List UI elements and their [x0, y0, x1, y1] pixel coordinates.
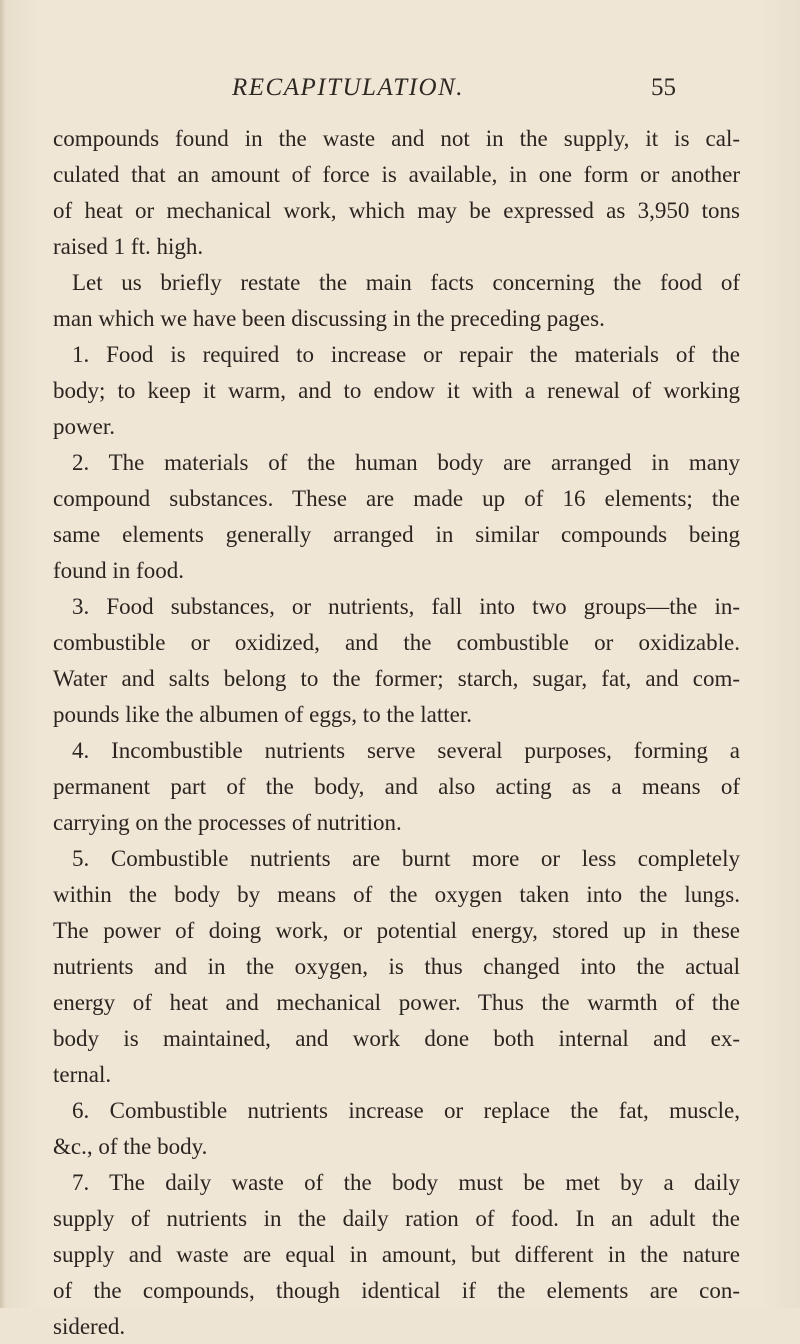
text-line: body is maintained, and work done both internal and ex-	[53, 1026, 740, 1051]
text-line: found in food.	[53, 558, 184, 583]
text-line: ternal.	[53, 1062, 112, 1087]
text-line: culated that an amount of force is available, in one form or another	[53, 162, 740, 187]
text-line: man which we have been discussing in the preceding pages.	[53, 306, 605, 331]
text-line: of the compounds, though identical if the elements are con-	[53, 1278, 740, 1303]
text-line: raised 1 ft. high.	[53, 234, 204, 259]
text-line: supply of nutrients in the daily ration of food. In an adult the	[53, 1206, 740, 1231]
text-line: body; to keep it warm, and to endow it with a renewal of working	[53, 378, 740, 403]
text-line: permanent part of the body, and also acting as a means of	[53, 774, 740, 799]
text-line: 7. The daily waste of the body must be met by a daily	[72, 1170, 740, 1195]
text-line: 5. Combustible nutrients are burnt more or less completely	[72, 846, 740, 871]
text-line: Let us briefly restate the main facts concerning the food of	[72, 270, 740, 295]
text-line: of heat or mechanical work, which may be expressed as 3,950 tons	[53, 198, 740, 223]
text-line: carrying on the processes of nutrition.	[53, 810, 402, 835]
text-line: 4. Incombustible nutrients serve several purposes, forming a	[72, 738, 740, 763]
page-edge-shadow	[0, 0, 6, 1308]
text-line: Water and salts belong to the former; starch, sugar, fat, and com-	[53, 666, 740, 691]
text-line: 3. Food substances, or nutrients, fall into two groups—the in-	[72, 594, 740, 619]
text-line: same elements generally arranged in similar compounds being	[53, 522, 740, 547]
text-line: 1. Food is required to increase or repair the materials of the	[72, 342, 740, 367]
text-line: compounds found in the waste and not in the supply, it is cal-	[53, 126, 740, 151]
text-line: nutrients and in the oxygen, is thus changed into the actual	[53, 954, 740, 979]
text-line: within the body by means of the oxygen taken into the lungs.	[53, 882, 740, 907]
text-line: The power of doing work, or potential energy, stored up in these	[53, 918, 740, 943]
page-number: 55	[651, 74, 676, 101]
text-line: compound substances. These are made up of 16 elements; the	[53, 486, 740, 511]
text-line: &c., of the body.	[53, 1134, 208, 1159]
text-line: 6. Combustible nutrients increase or replace the fat, muscle,	[72, 1098, 740, 1123]
page-header	[0, 74, 800, 114]
text-line: combustible or oxidized, and the combustible or oxidizable.	[53, 630, 740, 655]
text-line: pounds like the albumen of eggs, to the latter.	[53, 702, 473, 727]
text-line: energy of heat and mechanical power. Thus the warmth of the	[53, 990, 740, 1015]
running-title: RECAPITULATION.	[232, 74, 464, 101]
text-line: sidered.	[53, 1314, 126, 1339]
text-line: supply and waste are equal in amount, but different in the nature	[53, 1242, 740, 1267]
text-line: power.	[53, 414, 115, 439]
text-line: 2. The materials of the human body are arranged in many	[72, 450, 740, 475]
